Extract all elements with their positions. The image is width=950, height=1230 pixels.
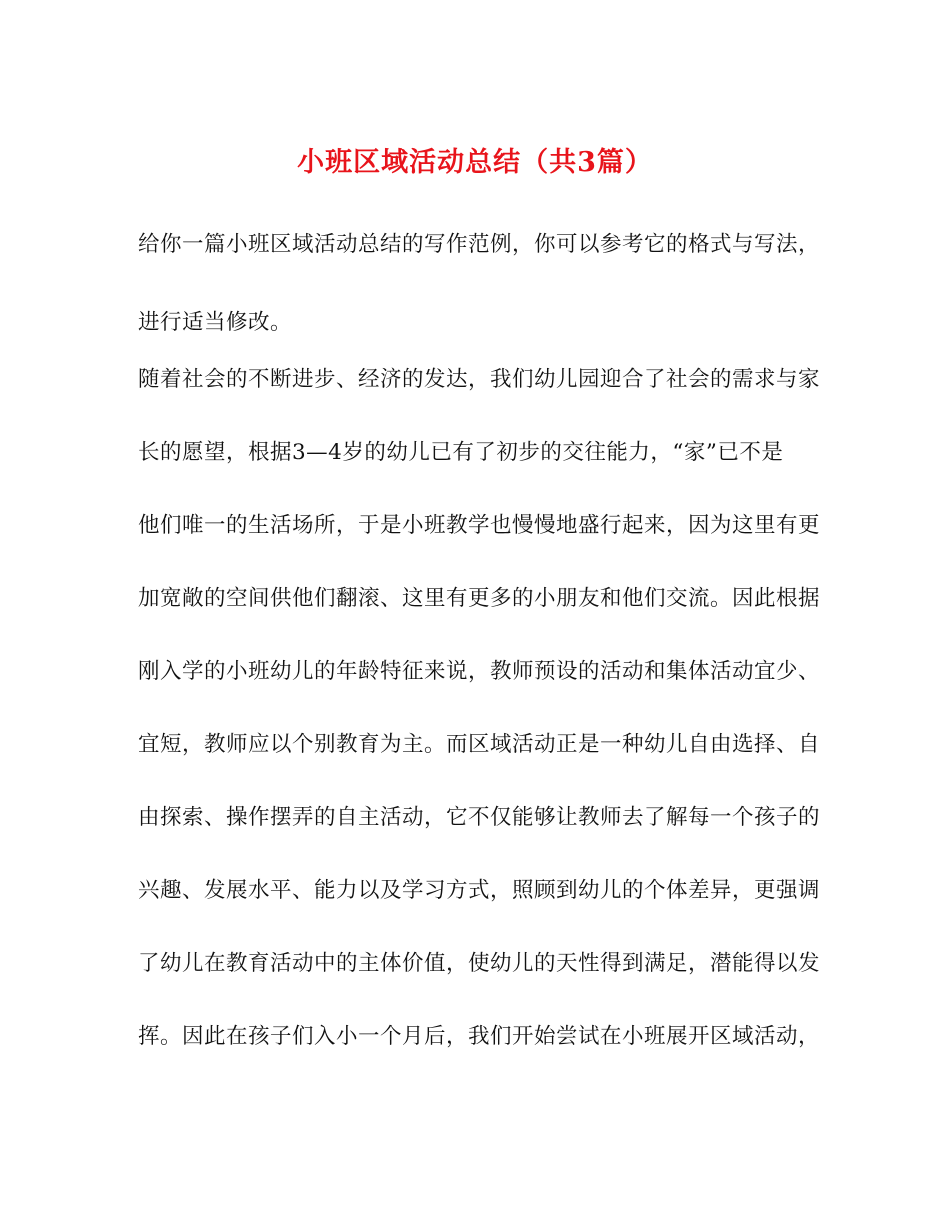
intro-line: 给你一篇小班区域活动总结的写作范例，你可以参考它的格式与写法， (138, 232, 821, 257)
body-line: 了幼儿在教育活动中的主体价值，使幼儿的天性得到满足，潜能得以发 (138, 951, 821, 976)
body-line: 加宽敞的空间供他们翻滚、这里有更多的小朋友和他们交流。因此根据 (138, 586, 821, 611)
body-line: 宜短，教师应以个别教育为主。而区域活动正是一种幼儿自由选择、自 (138, 732, 821, 757)
body-line: 由探索、操作摆弄的自主活动，它不仅能够让教师去了解每一个孩子的 (138, 805, 821, 830)
body-line: 长的愿望，根据3—4岁的幼儿已有了初步的交往能力，“家”已不是 (138, 440, 784, 465)
document-title: 小班区域活动总结（共3篇） (297, 147, 653, 178)
body-line: 他们唯一的生活场所，于是小班教学也慢慢地盛行起来，因为这里有更 (138, 513, 821, 538)
body-line: 兴趣、发展水平、能力以及学习方式，照顾到幼儿的个体差异，更强调 (138, 878, 821, 903)
body-line: 随着社会的不断进步、经济的发达，我们幼儿园迎合了社会的需求与家 (138, 367, 821, 392)
body-line: 挥。因此在孩子们入小一个月后，我们开始尝试在小班展开区域活动， (138, 1024, 821, 1049)
intro-line: 进行适当修改。 (138, 310, 293, 335)
body-line: 刚入学的小班幼儿的年龄特征来说，教师预设的活动和集体活动宜少、 (138, 659, 821, 684)
